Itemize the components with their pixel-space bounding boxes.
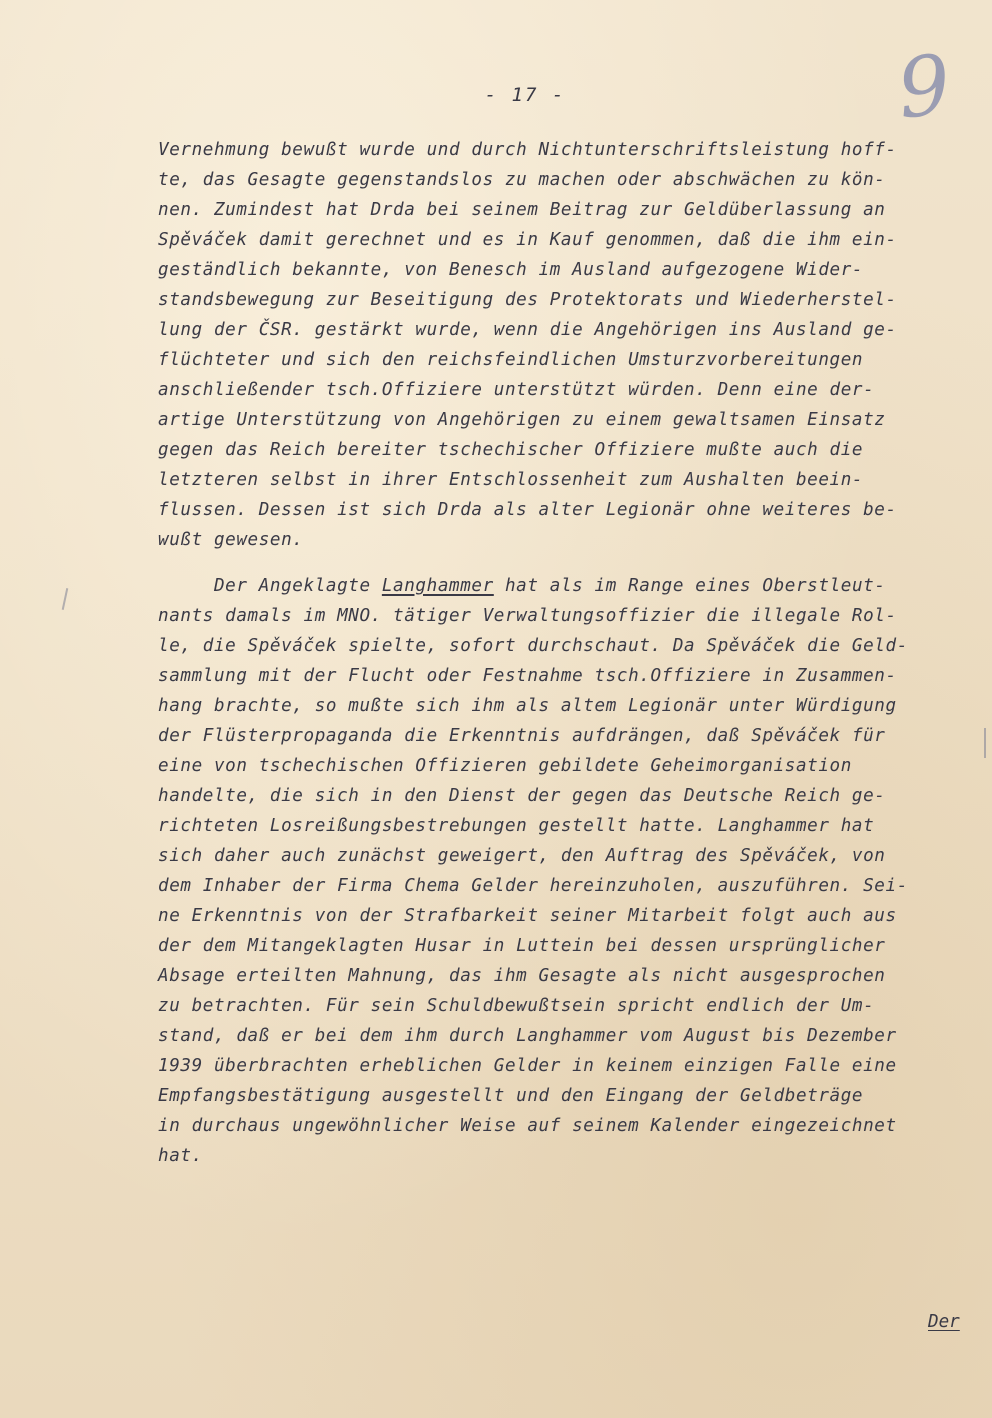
text-line: der Flüsterpropaganda die Erkenntnis aufdrängen, daß Spěváček für (158, 726, 886, 746)
text-segment: Der Angeklagte (158, 576, 382, 596)
text-line: letzteren selbst in ihrer Entschlossenheit zum Aushalten beein- (158, 470, 864, 490)
underlined-name: Langhammer (381, 576, 494, 596)
text-line: richteten Losreißungsbestrebungen gestellt hatte. Langhammer hat (158, 816, 875, 836)
catchword: Der (928, 1312, 960, 1332)
text-line: hat. (158, 1146, 203, 1166)
text-line: Vernehmung bewußt wurde und durch Nichtunterschriftsleistung hoff- (158, 140, 897, 160)
text-line: hang brachte, so mußte sich ihm als altem Legionär unter Würdigung (158, 696, 897, 716)
text-line: dem Inhaber der Firma Chema Gelder hereinzuholen, auszuführen. Sei- (158, 876, 908, 896)
text-line: in durchaus ungewöhnlicher Weise auf seinem Kalender eingezeichnet (158, 1116, 897, 1136)
text-line: ne Erkenntnis von der Strafbarkeit seiner Mitarbeit folgt auch aus (158, 906, 897, 926)
text-line: flüchteter und sich den reichsfeindlichen Umsturzvorbereitungen (158, 350, 864, 370)
text-line: geständlich bekannte, von Benesch im Ausland aufgezogene Wider- (158, 260, 864, 280)
folio-number: 9 (893, 37, 955, 138)
text-line: sammlung mit der Flucht oder Festnahme tsch.Offiziere in Zusammen- (158, 666, 897, 686)
page-number: - 17 - (484, 84, 566, 106)
text-line: wußt gewesen. (158, 530, 304, 550)
text-line: nen. Zumindest hat Drda bei seinem Beitrag zur Geldüberlassung an (158, 200, 886, 220)
text-line: gegen das Reich bereiter tschechischer Offiziere mußte auch die (158, 440, 864, 460)
margin-pencil-mark (984, 728, 986, 758)
text-line: anschließender tsch.Offiziere unterstützt würden. Denn eine der- (158, 380, 875, 400)
text-line: sich daher auch zunächst geweigert, den Auftrag des Spěváček, von (158, 846, 886, 866)
text-line: zu betrachten. Für sein Schuldbewußtsein spricht endlich der Um- (158, 996, 875, 1016)
text-line: standsbewegung zur Beseitigung des Protektorats und Wiederherstel- (158, 290, 897, 310)
text-line: lung der ČSR. gestärkt wurde, wenn die Angehörigen ins Ausland ge- (158, 320, 897, 340)
text-line: handelte, die sich in den Dienst der gegen das Deutsche Reich ge- (158, 786, 886, 806)
text-line: der dem Mitangeklagten Husar in Luttein bei dessen ursprünglicher (158, 936, 886, 956)
text-line: 1939 überbrachten erheblichen Gelder in keinem einzigen Falle eine (158, 1056, 897, 1076)
text-line: eine von tschechischen Offizieren gebildete Geheimorganisation (158, 756, 852, 776)
text-line (158, 578, 886, 596)
text-line: flussen. Dessen ist sich Drda als alter Legionär ohne weiteres be- (158, 500, 897, 520)
text-line: te, das Gesagte gegenstandslos zu machen oder abschwächen zu kön- (158, 170, 886, 190)
text-line: nants damals im MNO. tätiger Verwaltungsoffizier die illegale Rol- (158, 606, 897, 626)
text-line: le, die Spěváček spielte, sofort durchschaut. Da Spěváček die Geld- (158, 636, 908, 656)
text-line: stand, daß er bei dem ihm durch Langhammer vom August bis Dezember (158, 1026, 897, 1046)
text-line: artige Unterstützung von Angehörigen zu einem gewaltsamen Einsatz (158, 410, 886, 430)
text-segment: hat als im Range eines Oberstleut- (493, 576, 886, 596)
text-line: Spěváček damit gerechnet und es in Kauf genommen, daß die ihm ein- (158, 230, 897, 250)
text-line: Absage erteilten Mahnung, das ihm Gesagte als nicht ausgesprochen (158, 966, 886, 986)
text-line: Empfangsbestätigung ausgestellt und den Eingang der Geldbeträge (158, 1086, 864, 1106)
margin-pencil-mark (62, 588, 69, 610)
